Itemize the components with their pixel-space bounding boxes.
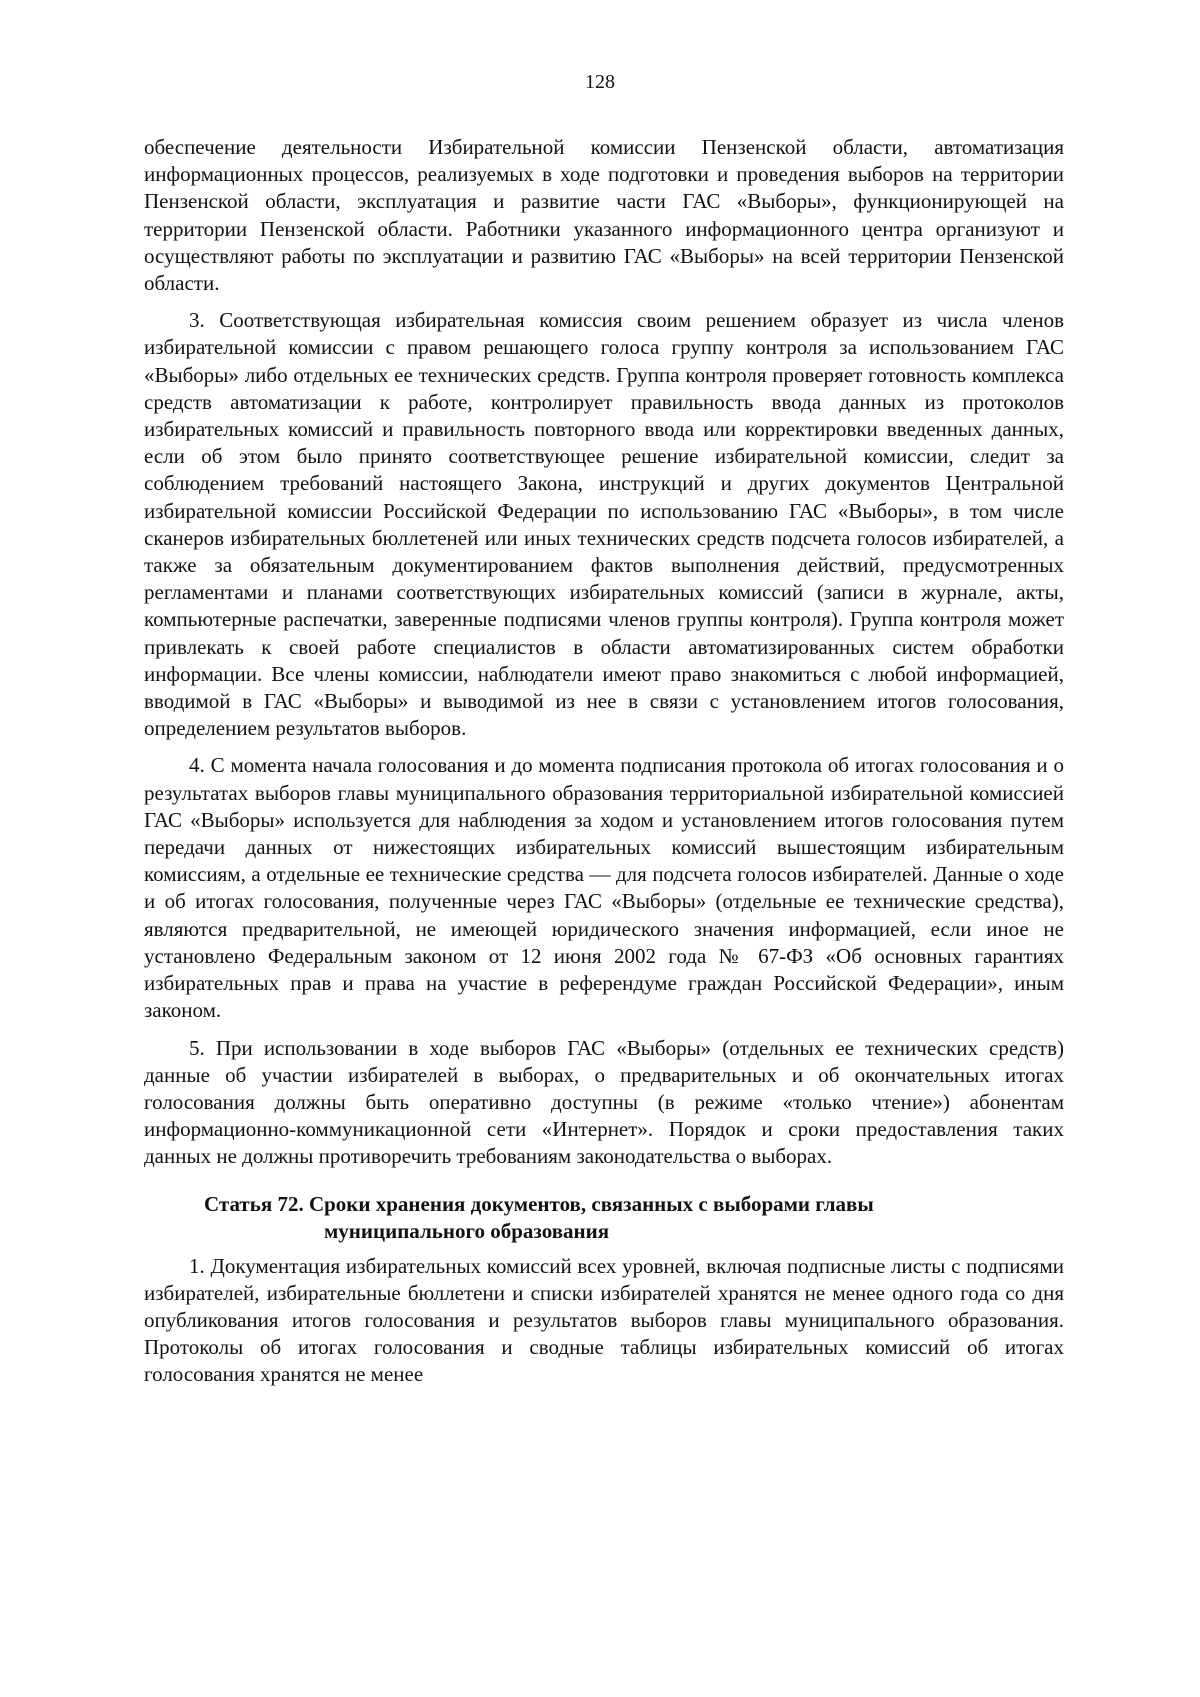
paragraph-item-4: 4. С момента начала голосования и до момента подписания протокола об итогах голосования и о результатах выборов главы муниципального образования территориальной избирательной комиссией ГАС «Выборы» используется для наблюдения за ходом и установлением итогов голосования путем передачи данных от нижестоящих избирательных комиссий вышестоящим избирательным комиссиям, а отдельные ее технические средства — для подсчета голосов избирателей. Данные о ходе и об итогах голосования, полученные через ГАС «Выборы» (отдельные ее технические средства), являются предварительной, не имеющей юридического значения информацией, если иное не установлено Федеральным законом от 12 июня 2002 года № 67-ФЗ «Об основных гарантиях избирательных прав и права на участие в референдуме граждан Российской Федерации», иным законом. (144, 753, 1064, 1023)
article-paragraph-1: 1. Документация избирательных комиссий всех уровней, включая подписные листы с подписями избирателей, избирательные бюллетени и списки избирателей хранятся не менее одного года со дня опубликования итогов голосования и результатов выборов главы муниципального образования. Протоколы об итогах голосования и сводные таблицы избирательных комиссий об итогах голосования хранятся не менее (144, 1253, 1064, 1387)
page-number: 128 (585, 71, 615, 93)
page-content (144, 134, 1064, 1399)
article-heading (144, 1191, 1064, 1245)
article-title-line-1: Статья 72. Сроки хранения документов, связанных с выборами главы (204, 1191, 874, 1216)
paragraph-item-5: 5. При использовании в ходе выборов ГАС «Выборы» (отдельных ее технических средств) данные об участии избирателей в выборах, о предварительных и об окончательных итогах голосования должны быть оперативно доступны (в режиме «только чтение») абонентам информационно-коммуникационной сети «Интернет». Порядок и сроки предоставления таких данных не должны противоречить требованиям законодательства о выборах. (144, 1035, 1064, 1169)
paragraph-item-3: 3. Соответствующая избирательная комиссия своим решением образует из числа членов избирательной комиссии с правом решающего голоса группу контроля за использованием ГАС «Выборы» либо отдельных ее технических средств. Группа контроля проверяет готовность комплекса средств автоматизации к работе, контролирует правильность ввода данных из протоколов избирательных комиссий и правильность повторного ввода или корректировки введенных данных, если об этом было принято соответствующее решение избирательной комиссии, следит за соблюдением требований настоящего Закона, инструкций и других документов Центральной избирательной комиссии Российской Федерации по использованию ГАС «Выборы», в том числе сканеров избирательных бюллетеней или иных технических средств подсчета голосов избирателей, а также за обязательным документированием фактов выполнения действий, предусмотренных регламентами и планами соответствующих избирательных комиссий (записи в журнале, акты, компьютерные распечатки, заверенные подписями членов группы контроля). Группа контроля может привлекать к своей работе специалистов в области автоматизированных систем обработки информации. Все члены комиссии, наблюдатели имеют право знакомиться с любой информацией, вводимой в ГАС «Выборы» и выводимой из нее в связи с установлением итогов голосования, определением результатов выборов. (144, 308, 1064, 741)
article-title-line-2: муниципального образования (324, 1218, 610, 1243)
paragraph-continuation: обеспечение деятельности Избирательной комиссии Пензенской области, автоматизация информационных процессов, реализуемых в ходе подготовки и проведения выборов на территории Пензенской области, эксплуатация и развитие части ГАС «Выборы», функционирующей на территории Пензенской области. Работники указанного информационного центра организуют и осуществляют работы по эксплуатации и развитию ГАС «Выборы» на всей территории Пензенской области. (144, 135, 1064, 296)
